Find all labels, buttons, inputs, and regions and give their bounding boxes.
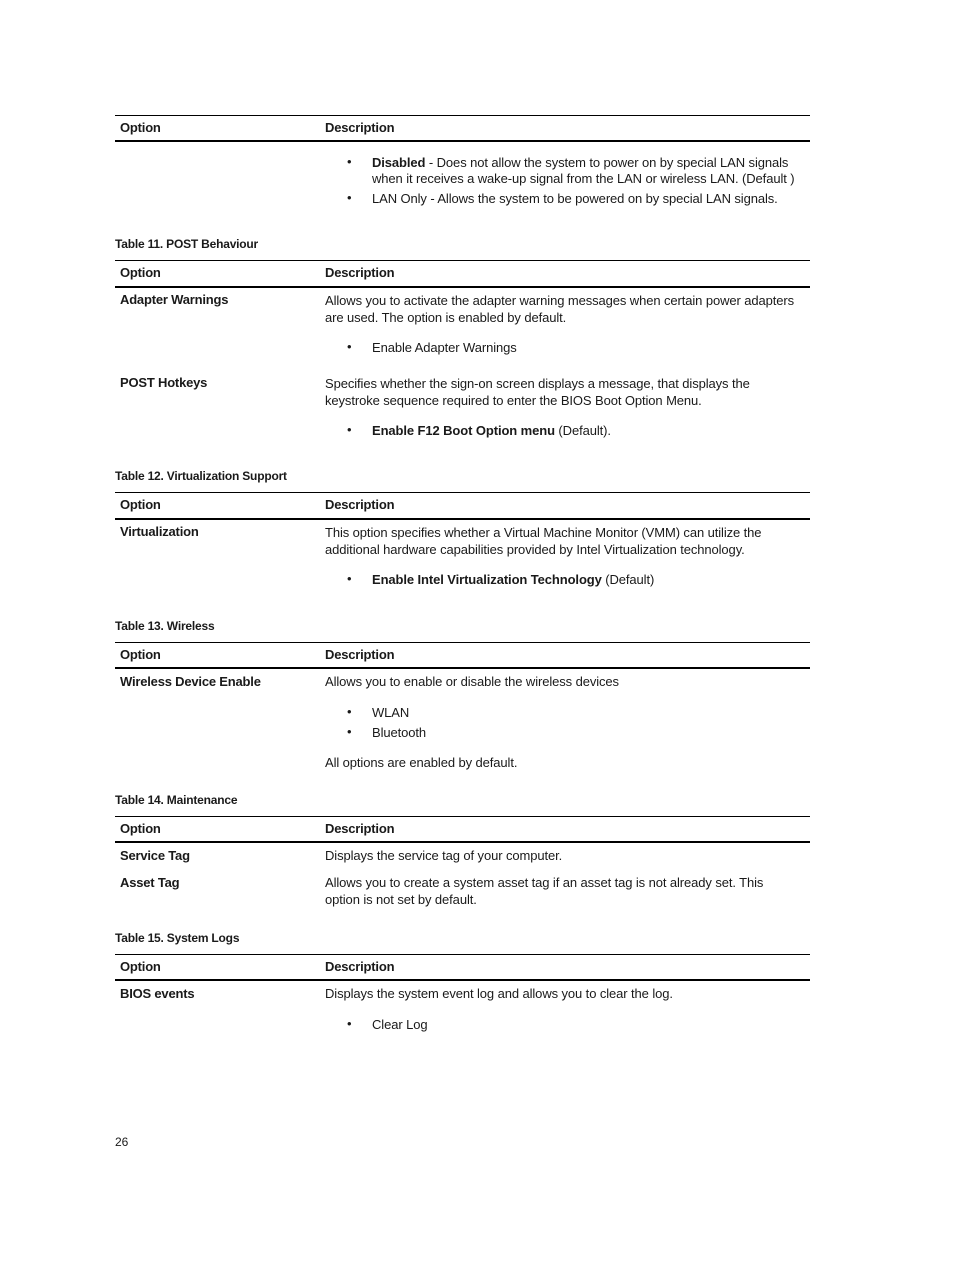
option-bios-events: BIOS events bbox=[120, 986, 195, 1001]
bullet-icon: • bbox=[347, 1016, 352, 1031]
list-item: Enable Adapter Warnings bbox=[372, 340, 517, 355]
option-asset-tag: Asset Tag bbox=[120, 875, 180, 890]
option-adapter-warnings: Adapter Warnings bbox=[120, 292, 229, 307]
description-header: Description bbox=[325, 120, 395, 135]
description-text: This option specifies whether a Virtual Machine Monitor (VMM) can utilize the additional hardware capabilities provided by Intel Virtualization technology. bbox=[325, 525, 762, 557]
bullet-icon: • bbox=[347, 704, 352, 719]
list-item: WLAN bbox=[372, 705, 410, 720]
description-text: Allows you to enable or disable the wireless devices bbox=[325, 674, 619, 689]
header-rule bbox=[115, 140, 810, 142]
description-header: Description bbox=[325, 497, 395, 512]
list-item: Enable F12 Boot Option menu (Default). bbox=[372, 423, 611, 438]
option-header: Option bbox=[120, 265, 161, 280]
bullet-icon: • bbox=[347, 154, 352, 169]
table-top-rule bbox=[115, 642, 810, 643]
option-post-hotkeys: POST Hotkeys bbox=[120, 375, 208, 390]
bullet-icon: • bbox=[347, 339, 352, 354]
bullet-icon: • bbox=[347, 422, 352, 437]
table-caption: Table 11. POST Behaviour bbox=[115, 237, 259, 251]
header-rule bbox=[115, 667, 810, 669]
table-top-rule bbox=[115, 816, 810, 817]
list-item: Enable Intel Virtualization Technology (Default) bbox=[372, 572, 655, 587]
description-text: Allows you to create a system asset tag if an asset tag is not already set. This option is not set by default. bbox=[325, 875, 764, 907]
option-header: Option bbox=[120, 497, 161, 512]
description-text: Specifies whether the sign-on screen displays a message, that displays the keystroke sequence required to enter the BIOS Boot Option Menu. bbox=[325, 376, 750, 408]
table-caption: Table 13. Wireless bbox=[115, 619, 215, 633]
table-top-rule bbox=[115, 260, 810, 261]
option-wireless-device-enable: Wireless Device Enable bbox=[120, 674, 261, 689]
description-header: Description bbox=[325, 265, 395, 280]
table-top-rule bbox=[115, 954, 810, 955]
option-service-tag: Service Tag bbox=[120, 848, 190, 863]
table-top-rule bbox=[115, 492, 810, 493]
option-virtualization: Virtualization bbox=[120, 524, 199, 539]
header-rule bbox=[115, 286, 810, 288]
option-header: Option bbox=[120, 647, 161, 662]
header-rule bbox=[115, 841, 810, 843]
page-number: 26 bbox=[115, 1135, 129, 1149]
list-item: Bluetooth bbox=[372, 725, 427, 740]
table-caption: Table 15. System Logs bbox=[115, 931, 240, 945]
header-rule bbox=[115, 979, 810, 981]
table-caption: Table 12. Virtualization Support bbox=[115, 469, 287, 483]
description-text: Displays the service tag of your computer. bbox=[325, 848, 563, 863]
header-rule bbox=[115, 518, 810, 520]
list-item: LAN Only - Allows the system to be powered on by special LAN signals. bbox=[372, 191, 778, 206]
bullet-icon: • bbox=[347, 724, 352, 739]
description-text: Displays the system event log and allows you to clear the log. bbox=[325, 986, 673, 1001]
option-header: Option bbox=[120, 120, 161, 135]
description-text: Allows you to activate the adapter warning messages when certain power adapters are used. The option is enabled by default. bbox=[325, 293, 795, 325]
description-header: Description bbox=[325, 647, 395, 662]
option-header: Option bbox=[120, 959, 161, 974]
bullet-icon: • bbox=[347, 190, 352, 205]
option-header: Option bbox=[120, 821, 161, 836]
description-header: Description bbox=[325, 821, 395, 836]
table-top-rule bbox=[115, 115, 810, 116]
list-item: Clear Log bbox=[372, 1017, 428, 1032]
description-header: Description bbox=[325, 959, 395, 974]
note-text: All options are enabled by default. bbox=[325, 755, 518, 770]
list-item: Disabled - Does not allow the system to power on by special LAN signals when it receives a wake-up signal from the LAN or wireless LAN. (Default ) bbox=[372, 155, 795, 186]
table-caption: Table 14. Maintenance bbox=[115, 793, 238, 807]
bullet-icon: • bbox=[347, 571, 352, 586]
